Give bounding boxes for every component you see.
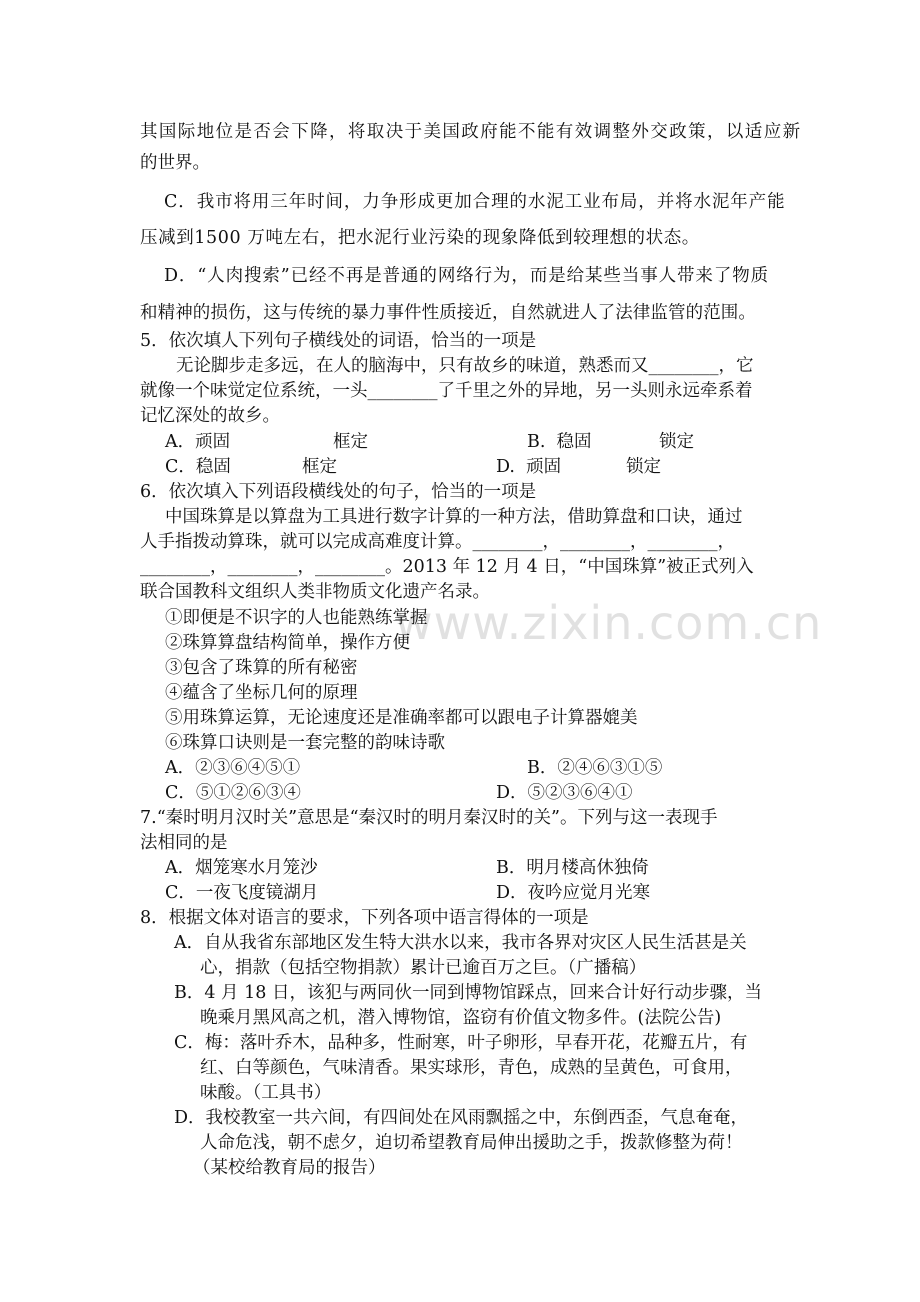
option-b-text: 锁定 (659, 432, 694, 452)
option-a: A．②③⑥④⑤① (165, 758, 301, 778)
text-line: 无论脚步走多远，在人的脑海中，只有故乡的味道，熟悉而又________，它 (176, 356, 754, 376)
text-line: 法相同的是 (140, 833, 228, 853)
text-line: 和精神的损伤，这与传统的暴力事件性质接近，自然就进人了法律监管的范围。 (140, 303, 756, 323)
option-d: D．⑤②③⑥④① (496, 783, 633, 803)
text-line: 红、白等颜色，气味清香。果实球形，青色，成熟的呈黄色，可食用， (200, 1058, 743, 1078)
option-c: C．梅：落叶乔木，品种多，性耐寒，叶子卵形，早春开花，花瓣五片，有 (174, 1033, 748, 1053)
text-line: （某校给教育局的报告） (193, 1158, 386, 1178)
option-b: B．4 月 18 日，该犯与两同伙一同到博物馆踩点，回来合计好行动步骤，当 (174, 983, 762, 1003)
text-line: 中国珠算是以算盘为工具进行数字计算的一种方法，借助算盘和口诀，通过 (165, 507, 743, 527)
text-line: 联合国教科文组织人类非物质文化遗产名录。 (140, 582, 490, 602)
option-b: B．②④⑥③①⑤ (527, 758, 663, 778)
question-6-stem: 6．依次填入下列语段横线处的句子，恰当的一项是 (140, 482, 537, 502)
option-b: B. 稳固 (527, 432, 592, 452)
option-c-text: 框定 (302, 457, 337, 477)
option-d: D. 顽固 (496, 457, 562, 477)
sentence-3: ③包含了珠算的所有秘密 (165, 658, 358, 678)
option-d: D．我校教室一共六间，有四间处在风雨飘摇之中，东倒西歪，气息奄奄， (174, 1108, 749, 1128)
text-line: D．“人肉搜索”已经不再是普通的网络行为，而是给某些当事人带来了物质 (164, 266, 770, 286)
option-d: D．夜吟应觉月光寒 (496, 883, 651, 903)
text-line: 人手指拨动算珠，就可以完成高难度计算。________，________，________， (140, 532, 735, 552)
option-c: C．稳固 (165, 457, 231, 477)
option-a-text: 框定 (333, 432, 368, 452)
text-line: 味酸。（工具书） (200, 1083, 332, 1103)
sentence-4: ④蕴含了坐标几何的原理 (165, 683, 358, 703)
text-line: 压减到1500 万吨左右，把水泥行业污染的现象降低到较理想的状态。 (140, 228, 700, 248)
sentence-5: ⑤用珠算运算，无论速度还是准确率都可以跟电子计算器媲美 (165, 708, 638, 728)
text-line: 记忆深处的故乡。 (140, 406, 280, 426)
option-b: B．明月楼高休独倚 (496, 858, 649, 878)
text-line: 就像一个味觉定位系统，一头________了千里之外的异地，另一头则永远牵系着 (140, 381, 753, 401)
option-d-text: 锁定 (626, 457, 661, 477)
watermark: www.zixin.com.cn (395, 596, 823, 650)
text-line: 心，捐款（包括空物捐款）累计已逾百万之巨。（广播稿） (200, 958, 647, 978)
text-line: 人命危浅，朝不虑夕，迫切希望教育局伸出援助之手，拨款修整为荷！ (200, 1133, 743, 1153)
option-a: A．自从我省东部地区发生特大洪水以来，我市各界对灾区人民生活甚是关 (174, 933, 747, 953)
sentence-6: ⑥珠算口诀则是一套完整的韵味诗歌 (165, 733, 445, 753)
question-7-stem: 7.“秦时明月汉时关”意思是“秦汉时的明月秦汉时的关”。下列与这一表现手 (140, 808, 718, 828)
text-line: 其国际地位是否会下降，将取决于美国政府能不能有效调整外交政策，以适应新 (140, 122, 802, 142)
sentence-1: ①即便是不识字的人也能熟练掌握 (165, 608, 428, 628)
text-line: C．我市将用三年时间，力争形成更加合理的水泥工业布局，并将水泥年产能 (164, 192, 786, 212)
option-a: A．烟笼寒水月笼沙 (165, 858, 318, 878)
text-line: 的世界。 (140, 153, 210, 173)
question-5-stem: 5．依次填人下列句子横线处的词语，恰当的一项是 (140, 331, 537, 351)
option-c: C．一夜飞度镜湖月 (165, 883, 319, 903)
question-8-stem: 8．根据文体对语言的要求，下列各项中语言得体的一项是 (140, 908, 589, 928)
option-c: C．⑤①②⑥③④ (165, 783, 301, 803)
option-a: A．顽固 (165, 432, 231, 452)
text-line: ________，________，________。2013 年 12 月 4 日，“中国珠算”被正式列入 (140, 557, 754, 577)
sentence-2: ②珠算算盘结构简单，操作方便 (165, 633, 410, 653)
text-line: 晚乘月黑风高之机，潜入博物馆，盗窃有价值文物多件。(法院公告) (200, 1008, 722, 1028)
